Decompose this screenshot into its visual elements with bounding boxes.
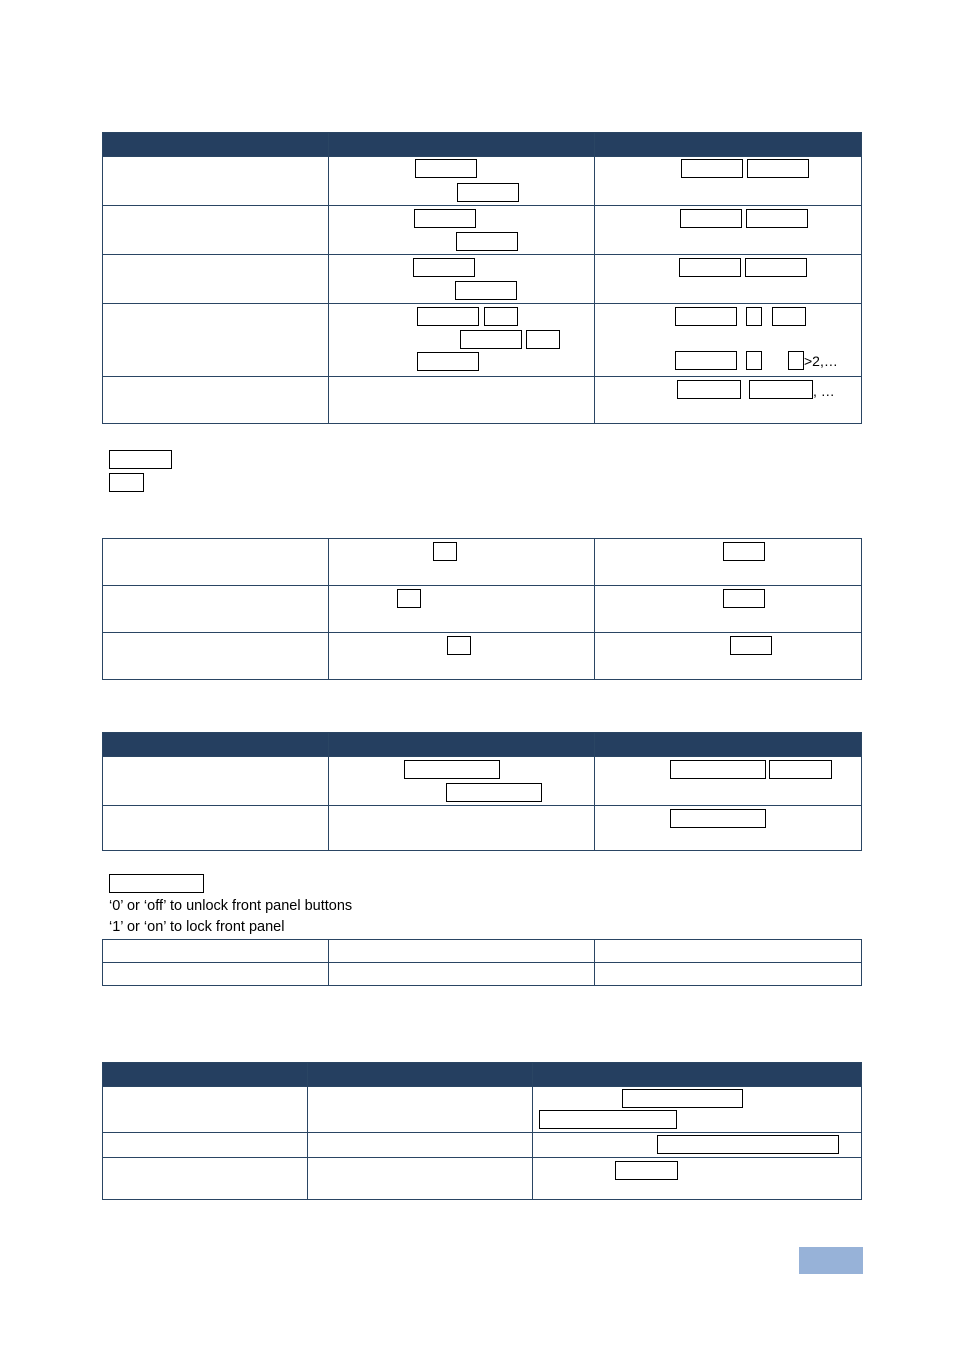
command-table-3 [102, 732, 862, 851]
table-header [103, 733, 862, 757]
parameter-box [745, 258, 807, 277]
table-row [103, 586, 862, 633]
parameter-box [457, 183, 519, 202]
parameter-box [539, 1110, 677, 1129]
parameter-box [723, 542, 765, 561]
parameter-box [446, 783, 542, 802]
parameter-box [417, 352, 479, 371]
parameter-box [414, 209, 476, 228]
table-row [103, 1158, 862, 1200]
parameter-box [677, 380, 741, 399]
table-row [103, 206, 862, 255]
table-row [103, 806, 862, 851]
parameter-box [415, 159, 477, 178]
parameter-box [397, 589, 421, 608]
parameter-box [670, 809, 766, 828]
parameter-box [746, 209, 808, 228]
table-row [103, 539, 862, 586]
parameter-box [749, 380, 813, 399]
table-row [103, 377, 862, 424]
parameter-box [730, 636, 772, 655]
table-row [103, 633, 862, 680]
parameter-box [681, 159, 743, 178]
parameter-box [679, 258, 741, 277]
parameter-box [675, 307, 737, 326]
unlock-note: ‘0’ or ‘off’ to unlock front panel buttons [109, 898, 353, 914]
list-continuation-text: , … [813, 383, 835, 399]
lock-note: ‘1’ or ‘on’ to lock front panel [109, 919, 285, 935]
parameter-box [772, 307, 806, 326]
parameter-box [433, 542, 457, 561]
command-table-4 [102, 939, 862, 986]
parameter-box [670, 760, 766, 779]
command-table-2 [102, 538, 862, 680]
parameter-legend-box [109, 473, 144, 492]
parameter-box [746, 351, 762, 370]
table-header [103, 1063, 862, 1087]
parameter-box [675, 351, 737, 370]
parameter-box [404, 760, 500, 779]
parameter-box [746, 307, 762, 326]
parameter-box [622, 1089, 743, 1108]
parameter-legend-box [109, 874, 204, 893]
parameter-box [788, 351, 804, 370]
parameter-box [769, 760, 832, 779]
parameter-legend-box [109, 450, 172, 469]
parameter-box [723, 589, 765, 608]
parameter-box [526, 330, 560, 349]
parameter-box [615, 1161, 678, 1180]
table-row [103, 255, 862, 304]
table-header [103, 133, 862, 157]
page-number-tab [799, 1247, 863, 1274]
parameter-box [413, 258, 475, 277]
parameter-box [417, 307, 479, 326]
parameter-box [460, 330, 522, 349]
command-table-1 [102, 132, 862, 424]
table-row [103, 1133, 862, 1158]
parameter-box [456, 232, 518, 251]
list-continuation-text: >2,… [804, 353, 838, 369]
command-table-5 [102, 1062, 862, 1200]
parameter-box [484, 307, 518, 326]
table-row [103, 757, 862, 806]
table-row [103, 963, 862, 986]
table-row [103, 304, 862, 377]
parameter-box [680, 209, 742, 228]
parameter-box [657, 1135, 839, 1154]
table-row [103, 940, 862, 963]
parameter-box [747, 159, 809, 178]
parameter-box [455, 281, 517, 300]
table-row [103, 157, 862, 206]
table-row [103, 1087, 862, 1133]
parameter-box [447, 636, 471, 655]
